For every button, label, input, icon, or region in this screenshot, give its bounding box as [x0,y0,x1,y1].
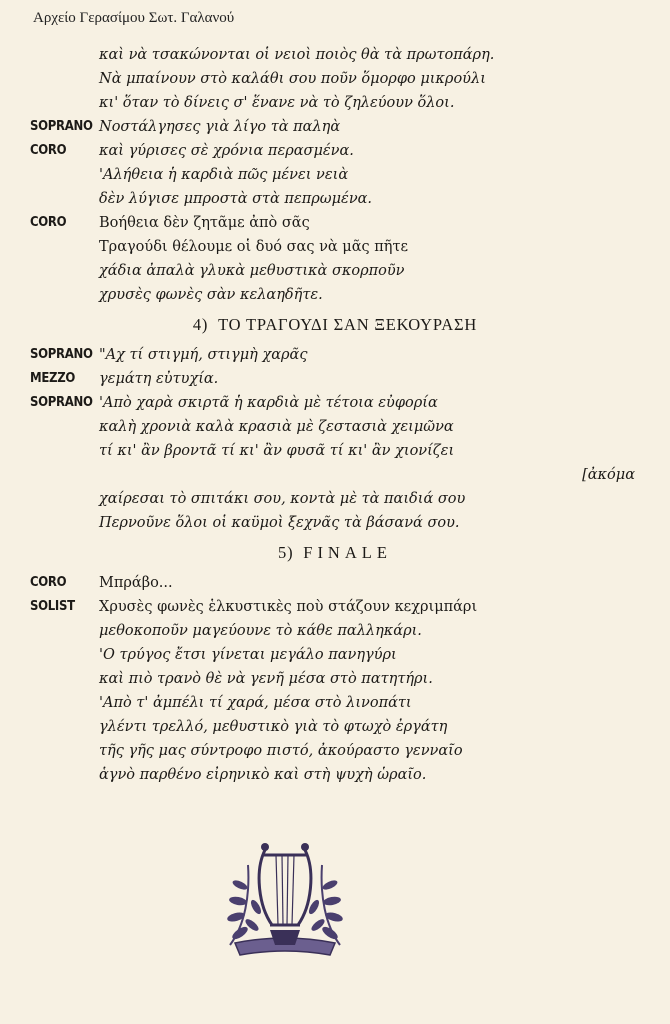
verse-line [0,67,670,91]
verse-line [0,511,670,535]
verse-text: καὶ γύρισες σὲ χρόνια περασμένα. [99,143,354,159]
verse-line [0,43,670,67]
verse-text: χρυσὲς φωνὲς σὰν κελαηδῆτε. [99,287,323,303]
section-number: 5) [278,543,294,562]
verse-text: τί κι' ἂν βροντᾶ τί κι' ἂν φυσᾶ τί κι' ἂν χιονίζει [99,443,455,459]
verse-line [0,571,670,595]
verse-text: χάδια ἀπαλὰ γλυκὰ μεθυστικὰ σκορποῦν [99,263,405,279]
verse-text: γεμάτη εὐτυχία. [99,371,219,387]
verse-line [0,163,670,187]
verse-line [0,691,670,715]
verse-text: ἁγνὸ παρθένο εἰρηνικὸ καὶ στὴ ψυχὴ ὡραῖο. [99,767,427,783]
verse-line [0,595,670,619]
verse-line [0,343,670,367]
verse-text: Τραγούδι θέλουμε οἱ δυό σας νὰ μᾶς πῆτε [99,239,408,255]
verse-text: 'Απὸ τ' ἀμπέλι τί χαρά, μέσα στὸ λινοπάτι [99,695,412,711]
verse-text: "Αχ τί στιγμή, στιγμὴ χαρᾶς [99,347,308,363]
verse-text: δὲν λύγισε μπροστὰ στὰ πεπρωμένα. [99,191,373,207]
lyre-emblem-icon [210,825,360,975]
verse-line [0,91,670,115]
verse-text: 'Αλήθεια ἡ καρδιὰ πῶς μένει νειὰ [99,167,349,183]
verse-line [0,715,670,739]
verse-text: Χρυσὲς φωνὲς ἑλκυστικὲς ποὺ στάζουν κεχριμπάρι [99,599,478,615]
verse-text: γλέντι τρελλό, μεθυστικὸ γιὰ τὸ φτωχὸ ἐργάτη [99,719,448,735]
speaker-label: CORO [30,575,67,590]
verse-line [0,763,670,787]
verse-line [0,487,670,511]
verse-line [0,115,670,139]
verse-line [0,667,670,691]
verse-line [0,643,670,667]
verse-line [0,391,670,415]
speaker-label: MEZZO [30,371,76,386]
verse-text: τῆς γῆς μας σύντροφο πιστό, ἀκούραστο γενναῖο [99,743,463,759]
verse-text: Περνοῦνε ὅλοι οἱ καϋμοὶ ξεχνᾶς τὰ βάσανά σου. [99,515,460,531]
speaker-label: SOPRANO [30,395,93,410]
verse-line [0,439,670,463]
verse-text: καὶ νὰ τσακώνονται οἱ νειοὶ ποιὸς θὰ τὰ πρωτοπάρη. [99,47,495,63]
verse-text: [ἀκόμα [582,467,635,483]
verse-text: Βοήθεια δὲν ζητᾶμε ἀπὸ σᾶς [99,215,310,231]
verse-line [0,415,670,439]
verse-text: χαίρεσαι τὸ σπιτάκι σου, κοντὰ μὲ τὰ παιδιά σου [99,491,466,507]
verse-line [0,463,670,487]
section-heading-4 [0,313,670,337]
verse-line [0,139,670,163]
speaker-label: SOPRANO [30,347,93,362]
verse-text: μεθοκοποῦν μαγεύουνε τὸ κάθε παλληκάρι. [99,623,422,639]
verse-text: καλὴ χρονιὰ καλὰ κρασιὰ μὲ ζεστασιὰ χειμῶνα [99,419,454,435]
section-number: 4) [192,315,209,334]
section-title: FINALE [303,543,392,562]
speaker-label: SOLIST [30,599,75,614]
verse-text: Νοστάλγησες γιὰ λίγο τὰ παληὰ [99,119,341,135]
verse-text: Νὰ μπαίνουν στὸ καλάθι σου ποῦν ὅμορφο μικρούλι [99,71,486,87]
verse-text: Μπράβο... [99,575,173,591]
verse-line [0,283,670,307]
verse-line [0,187,670,211]
section-title: ΤΟ ΤΡΑΓΟΥΔΙ ΣΑΝ ΞΕΚΟΥΡΑΣΗ [218,315,478,334]
verse-line [0,211,670,235]
archive-header: Αρχείο Γερασίμου Σωτ. Γαλανού [33,10,235,26]
verse-line [0,259,670,283]
speaker-label: CORO [30,143,67,158]
verse-text: καὶ πιὸ τρανὸ θὲ νὰ γενῆ μέσα στὸ πατητήρι. [99,671,433,687]
verse-line [0,235,670,259]
verse-text: 'Ο τρύγος ἔτσι γίνεται μεγάλο πανηγύρι [99,647,397,663]
section-heading-5 [0,541,670,565]
speaker-label: CORO [30,215,67,230]
verse-line [0,619,670,643]
verse-line [0,739,670,763]
speaker-label: SOPRANO [30,119,93,134]
verse-text: κι' ὅταν τὸ δίνεις σ' ἕνανε νὰ τὸ ζηλεύουν ὅλοι. [99,95,455,111]
verse-line [0,367,670,391]
verse-text: 'Απὸ χαρὰ σκιρτᾶ ἡ καρδιὰ μὲ τέτοια εὐφορία [99,395,438,411]
